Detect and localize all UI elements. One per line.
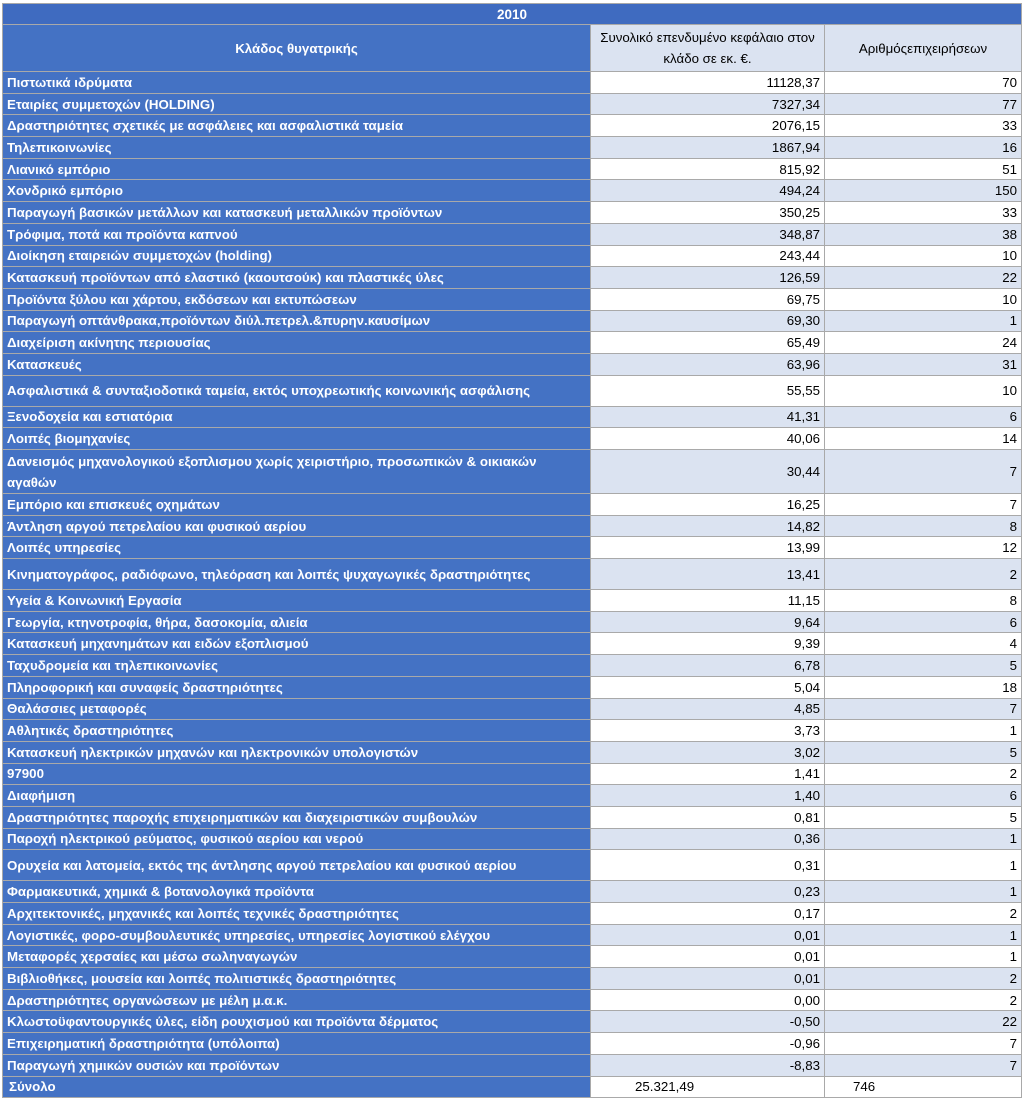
capital-cell: 0,23: [591, 881, 825, 903]
table-row: [3, 720, 1022, 742]
table-row: [3, 137, 1022, 159]
capital-column-header: Συνολικό επενδυμένο κεφάλαιο στον κλάδο σε εκ. €.: [591, 25, 825, 72]
capital-cell: 1,40: [591, 785, 825, 807]
sector-cell: Υγεία & Κοινωνική Εργασία: [3, 590, 591, 612]
capital-cell: 3,73: [591, 720, 825, 742]
capital-cell: 55,55: [591, 375, 825, 406]
total-capital: 25.321,49: [591, 1076, 825, 1098]
count-cell: 1: [825, 924, 1022, 946]
table-row: [3, 180, 1022, 202]
count-cell: 8: [825, 515, 1022, 537]
capital-cell: 13,41: [591, 559, 825, 590]
count-cell: 24: [825, 332, 1022, 354]
table-row: [3, 968, 1022, 990]
sector-cell: Δραστηριότητες οργανώσεων με μέλη μ.α.κ.: [3, 989, 591, 1011]
table-row: [3, 989, 1022, 1011]
table-row: [3, 288, 1022, 310]
count-cell: 10: [825, 375, 1022, 406]
capital-cell: 1,41: [591, 763, 825, 785]
capital-cell: 1867,94: [591, 137, 825, 159]
table-row: [3, 353, 1022, 375]
table-row: [3, 590, 1022, 612]
table-row: [3, 763, 1022, 785]
count-cell: 33: [825, 115, 1022, 137]
sector-cell: Εταιρίες συμμετοχών (HOLDING): [3, 93, 591, 115]
count-cell: 150: [825, 180, 1022, 202]
sector-cell: Δανεισμός μηχανολογικού εξοπλισμου χωρίς χειριστήριο, προσωπικών & οικιακών αγαθών: [3, 450, 591, 494]
sector-cell: Τηλεπικοινωνίες: [3, 137, 591, 159]
capital-cell: -8,83: [591, 1054, 825, 1076]
count-cell: 8: [825, 590, 1022, 612]
table-row: [3, 655, 1022, 677]
sector-column-header: Κλάδος θυγατρικής: [3, 25, 591, 72]
sector-cell: Φαρμακευτικά, χημικά & βοτανολογικά προϊόντα: [3, 881, 591, 903]
table-row: [3, 515, 1022, 537]
table-row: [3, 946, 1022, 968]
capital-cell: 7327,34: [591, 93, 825, 115]
table-row: [3, 158, 1022, 180]
table-row: [3, 633, 1022, 655]
count-cell: 31: [825, 353, 1022, 375]
sector-cell: Κινηματογράφος, ραδιόφωνο, τηλεόραση και λοιπές ψυχαγωγικές δραστηριότητες: [3, 559, 591, 590]
capital-cell: 5,04: [591, 676, 825, 698]
sector-cell: Άντληση αργού πετρελαίου και φυσικού αερίου: [3, 515, 591, 537]
sector-cell: Παραγωγή χημικών ουσιών και προϊόντων: [3, 1054, 591, 1076]
count-cell: 2: [825, 559, 1022, 590]
capital-cell: 40,06: [591, 428, 825, 450]
sector-cell: Δραστηριότητες σχετικές με ασφάλειες και ασφαλιστικά ταμεία: [3, 115, 591, 137]
sector-cell: Παροχή ηλεκτρικού ρεύματος, φυσικού αερίου και νερού: [3, 828, 591, 850]
table-row: [3, 310, 1022, 332]
capital-cell: 0,00: [591, 989, 825, 1011]
total-label: Σύνολο: [3, 1076, 591, 1098]
total-row: [3, 1076, 1022, 1098]
capital-cell: 0,01: [591, 924, 825, 946]
capital-cell: 6,78: [591, 655, 825, 677]
sector-cell: Δραστηριότητες παροχής επιχειρηματικών και διαχειριστικών συμβουλών: [3, 806, 591, 828]
count-cell: 7: [825, 1033, 1022, 1055]
sector-cell: Πληροφορική και συναφείς δραστηριότητες: [3, 676, 591, 698]
table-row: [3, 537, 1022, 559]
table-row: [3, 93, 1022, 115]
capital-cell: 9,39: [591, 633, 825, 655]
sector-cell: Αθλητικές δραστηριότητες: [3, 720, 591, 742]
sector-cell: Τρόφιμα, ποτά και προϊόντα καπνού: [3, 223, 591, 245]
sector-cell: Μεταφορές χερσαίες και μέσω σωληναγωγών: [3, 946, 591, 968]
sector-cell: Λοιπές υπηρεσίες: [3, 537, 591, 559]
count-cell: 1: [825, 720, 1022, 742]
table-row: [3, 741, 1022, 763]
table-row: [3, 676, 1022, 698]
sector-cell: Λογιστικές, φορο-συμβουλευτικές υπηρεσίες, υπηρεσίες λογιστικού ελέγχου: [3, 924, 591, 946]
sector-cell: Ορυχεία και λατομεία, εκτός της άντλησης αργού πετρελαίου και φυσικού αερίου: [3, 850, 591, 881]
count-cell: 1: [825, 946, 1022, 968]
capital-cell: 494,24: [591, 180, 825, 202]
capital-cell: 0,17: [591, 903, 825, 925]
capital-cell: 815,92: [591, 158, 825, 180]
capital-cell: 41,31: [591, 406, 825, 428]
capital-cell: 243,44: [591, 245, 825, 267]
sector-cell: Λοιπές βιομηχανίες: [3, 428, 591, 450]
capital-cell: 9,64: [591, 611, 825, 633]
sector-cell: Κατασκευές: [3, 353, 591, 375]
year-row: [3, 4, 1022, 25]
sector-cell: Εμπόριο και επισκευές οχημάτων: [3, 494, 591, 516]
sector-cell: Διοίκηση εταιρειών συμμετοχών (holding): [3, 245, 591, 267]
count-cell: 16: [825, 137, 1022, 159]
table-row: [3, 115, 1022, 137]
count-cell: 38: [825, 223, 1022, 245]
sector-cell: Κατασκευή μηχανημάτων και ειδών εξοπλισμού: [3, 633, 591, 655]
sector-cell: Ταχυδρομεία και τηλεπικοινωνίες: [3, 655, 591, 677]
table-row: [3, 785, 1022, 807]
capital-cell: 69,30: [591, 310, 825, 332]
capital-cell: 14,82: [591, 515, 825, 537]
count-cell: 5: [825, 655, 1022, 677]
count-cell: 2: [825, 903, 1022, 925]
sector-cell: Θαλάσσιες μεταφορές: [3, 698, 591, 720]
sector-cell: Κλωστοϋφαντουργικές ύλες, είδη ρουχισμού και προϊόντα δέρματος: [3, 1011, 591, 1033]
count-cell: 6: [825, 611, 1022, 633]
table-row: [3, 881, 1022, 903]
table-row: [3, 267, 1022, 289]
table-row: [3, 450, 1022, 494]
table-row: [3, 1054, 1022, 1076]
sector-cell: Ασφαλιστικά & συνταξιοδοτικά ταμεία, εκτός υποχρεωτικής κοινωνικής ασφάλισης: [3, 375, 591, 406]
count-cell: 70: [825, 72, 1022, 94]
sector-cell: Ξενοδοχεία και εστιατόρια: [3, 406, 591, 428]
table-row: [3, 903, 1022, 925]
table-row: [3, 494, 1022, 516]
count-cell: 18: [825, 676, 1022, 698]
count-cell: 2: [825, 968, 1022, 990]
count-cell: 5: [825, 741, 1022, 763]
capital-cell: 65,49: [591, 332, 825, 354]
capital-cell: 0,01: [591, 946, 825, 968]
table-row: [3, 924, 1022, 946]
capital-cell: 3,02: [591, 741, 825, 763]
count-cell: 51: [825, 158, 1022, 180]
count-cell: 22: [825, 267, 1022, 289]
count-cell: 6: [825, 785, 1022, 807]
capital-cell: 13,99: [591, 537, 825, 559]
sector-cell: Επιχειρηματική δραστηριότητα (υπόλοιπα): [3, 1033, 591, 1055]
count-column-header: Αριθμόςεπιχειρήσεων: [825, 25, 1022, 72]
sector-cell: Πιστωτικά ιδρύματα: [3, 72, 591, 94]
capital-cell: 126,59: [591, 267, 825, 289]
count-cell: 33: [825, 202, 1022, 224]
count-cell: 7: [825, 1054, 1022, 1076]
count-cell: 2: [825, 763, 1022, 785]
capital-cell: -0,50: [591, 1011, 825, 1033]
sector-cell: Διαφήμιση: [3, 785, 591, 807]
count-cell: 1: [825, 881, 1022, 903]
sector-cell: Παραγωγή βασικών μετάλλων και κατασκευή μεταλλικών προϊόντων: [3, 202, 591, 224]
capital-cell: 348,87: [591, 223, 825, 245]
count-cell: 6: [825, 406, 1022, 428]
sector-cell: Κατασκευή ηλεκτρικών μηχανών και ηλεκτρονικών υπολογιστών: [3, 741, 591, 763]
sector-cell: Κατασκευή προϊόντων από ελαστικό (καουτσούκ) και πλαστικές ύλες: [3, 267, 591, 289]
table-row: [3, 1011, 1022, 1033]
count-cell: 7: [825, 698, 1022, 720]
capital-cell: 0,31: [591, 850, 825, 881]
sector-cell: Παραγωγή οπτάνθρακα,προϊόντων διύλ.πετρελ.&πυρην.καυσίμων: [3, 310, 591, 332]
table-row: [3, 223, 1022, 245]
capital-cell: 11128,37: [591, 72, 825, 94]
table-row: [3, 406, 1022, 428]
column-header-row: [3, 25, 1022, 72]
table-row: [3, 428, 1022, 450]
capital-cell: 11,15: [591, 590, 825, 612]
table-row: [3, 375, 1022, 406]
count-cell: 7: [825, 494, 1022, 516]
count-cell: 7: [825, 450, 1022, 494]
sector-cell: 97900: [3, 763, 591, 785]
count-cell: 14: [825, 428, 1022, 450]
sector-cell: Βιβλιοθήκες, μουσεία και λοιπές πολιτιστικές δραστηριότητες: [3, 968, 591, 990]
count-cell: 5: [825, 806, 1022, 828]
capital-cell: 16,25: [591, 494, 825, 516]
table-row: [3, 850, 1022, 881]
capital-cell: 0,81: [591, 806, 825, 828]
table-row: [3, 202, 1022, 224]
count-cell: 2: [825, 989, 1022, 1011]
count-cell: 22: [825, 1011, 1022, 1033]
table-row: [3, 828, 1022, 850]
capital-cell: 0,36: [591, 828, 825, 850]
sector-cell: Αρχιτεκτονικές, μηχανικές και λοιπές τεχνικές δραστηριότητες: [3, 903, 591, 925]
sector-cell: Λιανικό εμπόριο: [3, 158, 591, 180]
count-cell: 10: [825, 288, 1022, 310]
count-cell: 1: [825, 310, 1022, 332]
total-count: 746: [825, 1076, 1022, 1098]
table-body: [3, 72, 1022, 1098]
count-cell: 10: [825, 245, 1022, 267]
table-row: [3, 698, 1022, 720]
count-cell: 1: [825, 850, 1022, 881]
count-cell: 12: [825, 537, 1022, 559]
table-row: [3, 1033, 1022, 1055]
sector-cell: Χονδρικό εμπόριο: [3, 180, 591, 202]
investment-table: [2, 3, 1022, 1098]
capital-cell: -0,96: [591, 1033, 825, 1055]
table-row: [3, 72, 1022, 94]
count-cell: 1: [825, 828, 1022, 850]
table-row: [3, 245, 1022, 267]
table-row: [3, 559, 1022, 590]
sector-cell: Γεωργία, κτηνοτροφία, θήρα, δασοκομία, αλιεία: [3, 611, 591, 633]
year-header: 2010: [3, 4, 1022, 25]
table-row: [3, 332, 1022, 354]
count-cell: 77: [825, 93, 1022, 115]
sector-cell: Προϊόντα ξύλου και χάρτου, εκδόσεων και εκτυπώσεων: [3, 288, 591, 310]
capital-cell: 2076,15: [591, 115, 825, 137]
capital-cell: 63,96: [591, 353, 825, 375]
count-cell: 4: [825, 633, 1022, 655]
capital-cell: 4,85: [591, 698, 825, 720]
table-row: [3, 806, 1022, 828]
capital-cell: 69,75: [591, 288, 825, 310]
sector-cell: Διαχείριση ακίνητης περιουσίας: [3, 332, 591, 354]
capital-cell: 350,25: [591, 202, 825, 224]
table-row: [3, 611, 1022, 633]
capital-cell: 0,01: [591, 968, 825, 990]
capital-cell: 30,44: [591, 450, 825, 494]
